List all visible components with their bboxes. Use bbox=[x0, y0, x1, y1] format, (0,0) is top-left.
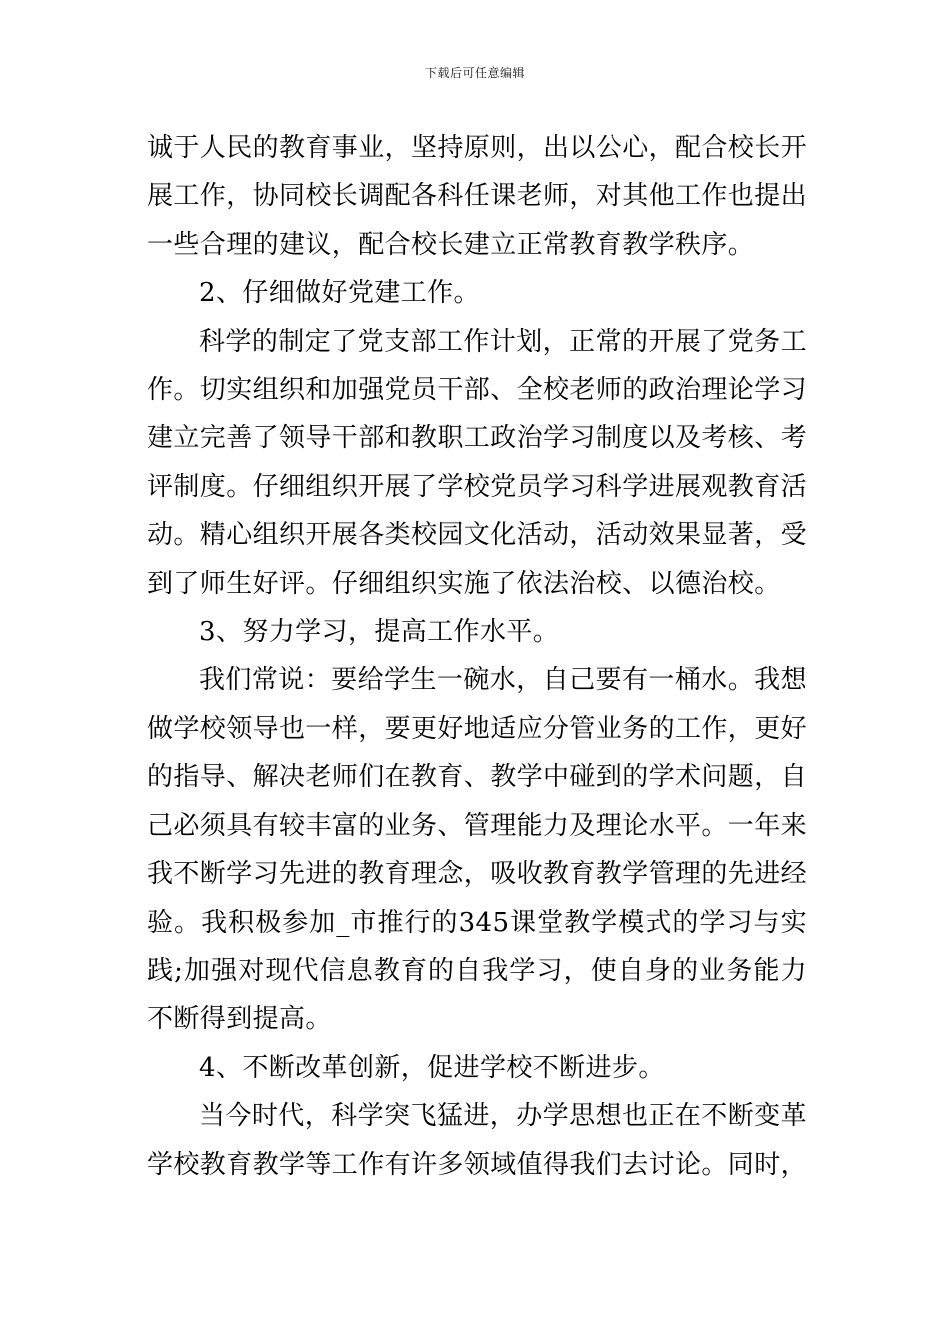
body-paragraph: 我们常说：要给学生一碗水，自己要有一桶水。我想做学校领导也一样，要更好地适应分管业务的工作，更好的指导、解决老师们在教育、教学中碰到的学术问题，自己必须具有较丰富的业务、管理能力及理论水平。一年来我不断学习先进的教育理念，吸收教育教学管理的先进经验。我积极参加_市推行的345课堂教学模式的学习与实践;加强对现代信息教育的自我学习，使自身的业务能力不断得到提高。 bbox=[147, 665, 808, 1035]
body-paragraph: 科学的制定了党支部工作计划，正常的开展了党务工作。切实组织和加强党员干部、全校老师的政治理论学习建立完善了领导干部和教职工政治学习制度以及考核、考评制度。仔细组织开展了学校党员学习科学进展观教育活动。精心组织开展各类校园文化活动，活动效果显著，受到了师生好评。仔细组织实施了依法治校、以德治校。 bbox=[147, 326, 808, 599]
section-heading-reform: 4、不断改革创新，促进学校不断进步。 bbox=[199, 1052, 665, 1083]
section-heading-study: 3、努力学习，提高工作水平。 bbox=[199, 617, 560, 648]
body-paragraph: 当今时代，科学突飞猛进，办学思想也正在不断变革学校教育教学等工作有许多领域值得我们去讨论。同时， bbox=[147, 1101, 808, 1180]
section-heading-party-building: 2、仔细做好党建工作。 bbox=[199, 278, 480, 309]
document-body bbox=[147, 124, 807, 1189]
body-paragraph: 诚于人民的教育事业，坚持原则，出以公心，配合校长开展工作，协同校长调配各科任课老师，对其他工作也提出一些合理的建议，配合校长建立正常教育教学秩序。 bbox=[147, 133, 808, 260]
page-header: 下载后可任意编辑 bbox=[424, 66, 525, 80]
